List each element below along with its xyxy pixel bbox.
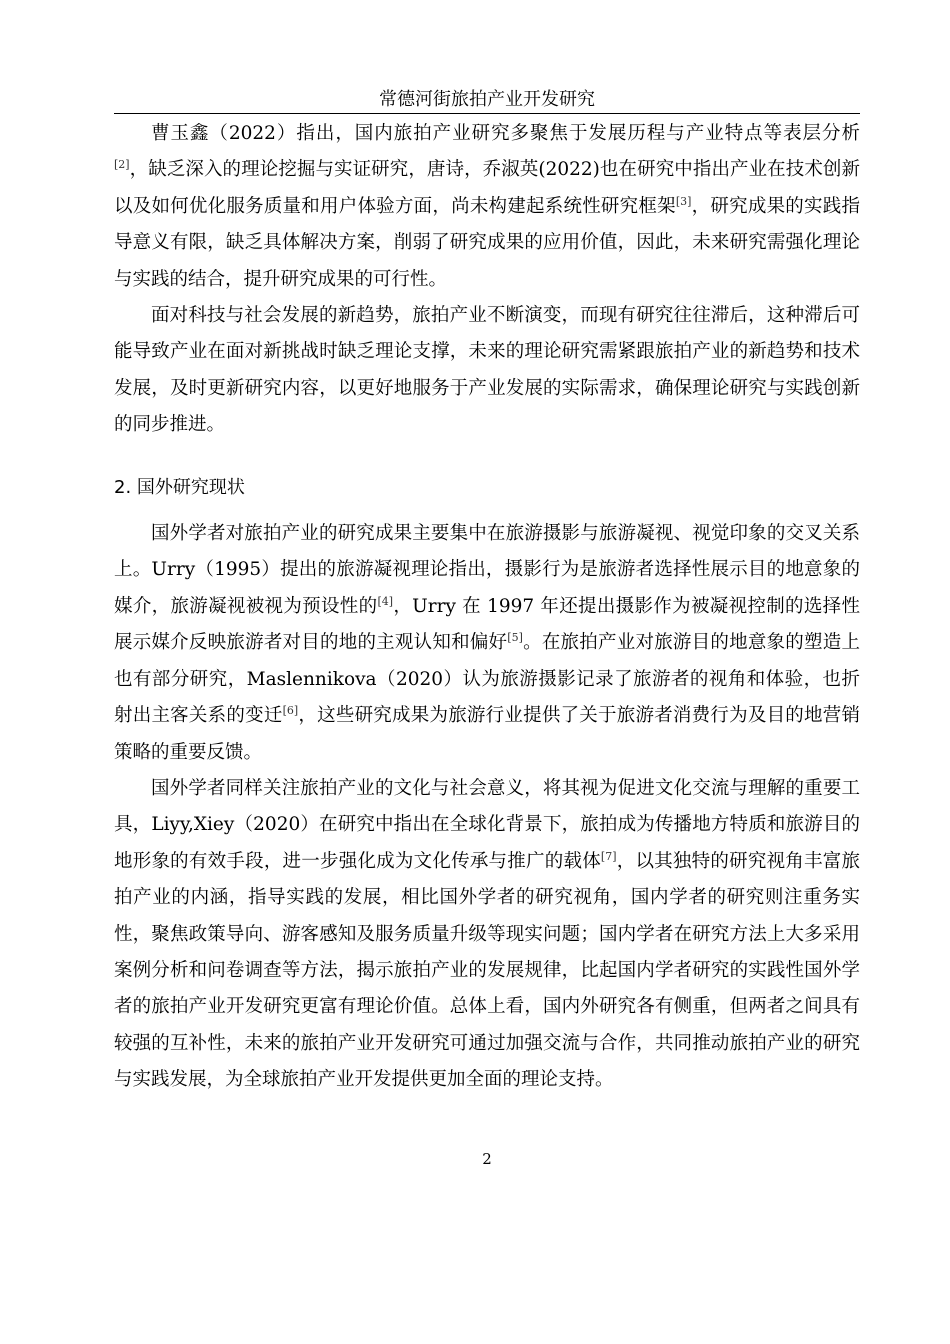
section-heading: 2. 国外研究现状 [114,476,245,498]
citation-7: [7] [600,849,617,863]
header-rule [114,113,860,114]
citation-2: [2] [114,158,130,172]
running-header: 常德河街旅拍产业开发研究 [379,89,595,110]
citation-6: [6] [282,704,299,718]
page-number: 2 [482,1150,492,1168]
text-span: ，研究成果的实践指导意义有限，缺乏具体解决方案，削弱了研究成果的应用价值，因此，未来研究需强化理论与实践的结合，提升研究成果的可行性。 [114,195,860,290]
citation-3: [3] [675,194,692,208]
text-span: 。在旅拍产业对旅游目的地意象的塑造上也有部分研究，Maslennikova（2020）认为旅游摄影记录了旅游者的视角和体验，也折射出主客关系的变迁 [114,632,860,727]
body-text [114,116,860,1099]
text-span: ，以其独特的研究视角丰富旅拍产业的内涵，指导实践的发展，相比国外学者的研究视角，国内学者的研究则注重务实性，聚焦政策导向、游客感知及服务质量升级等现实问题；国内学者在研究方法上大多采用案例分析和问卷调查等方法，揭示旅拍产业的发展规律，比起国内学者研究的实践性国外学者的旅拍产业开发研究更富有理论价值。总体上看，国内外研究各有侧重，但两者之间具有较强的互补性，未来的旅拍产业开发研究可通过加强交流与合作，共同推动旅拍产业的研究与实践发展，为全球旅拍产业开发提供更加全面的理论支持。 [114,850,860,1091]
text-span: 国外学者对旅拍产业的研究成果主要集中在旅游摄影与旅游凝视、视觉印象的交叉关系上。Urry（1995）提出的旅游凝视理论指出，摄影行为是旅游者选择性展示目的地意象的媒介，旅游凝视被视为预设性的 [114,523,860,617]
paragraph-1 [114,116,860,298]
paragraph-4 [114,771,860,1099]
text-span: ，Urry 在 1997 年还提出摄影作为被凝视控制的选择性展示媒介反映旅游者对目的地的主观认知和偏好 [114,595,860,654]
text-span: ，这些研究成果为旅游行业提供了关于旅游者消费行为及目的地营销策略的重要反馈。 [114,705,860,763]
paragraph-2: 面对科技与社会发展的新趋势，旅拍产业不断演变，而现有研究往往滞后，这种滞后可能导致产业在面对新挑战时缺乏理论支撑，未来的理论研究需紧跟旅拍产业的新趋势和技术发展，及时更新研究内容，以更好地服务于产业发展的实际需求，确保理论研究与实践创新的同步推进。 [114,305,860,436]
text-span: ，缺乏深入的理论挖掘与实证研究，唐诗，乔淑英(2022)也在研究中指出产业在技术创新以及如何优化服务质量和用户体验方面，尚未构建起系统性研究框架 [114,159,860,217]
citation-5: [5] [507,631,523,645]
citation-4: [4] [377,594,394,608]
text-span: 曹玉鑫（2022）指出，国内旅拍产业研究多聚焦于发展历程与产业特点等表层分析 [151,123,860,144]
text-span: 国外学者同样关注旅拍产业的文化与社会意义，将其视为促进文化交流与理解的重要工具，Liyy,Xiey（2020）在研究中指出在全球化背景下，旅拍成为传播地方特质和旅游目的地形象的有效手段，进一步强化成为文化传承与推广的载体 [114,777,860,872]
paragraph-3 [114,516,860,771]
